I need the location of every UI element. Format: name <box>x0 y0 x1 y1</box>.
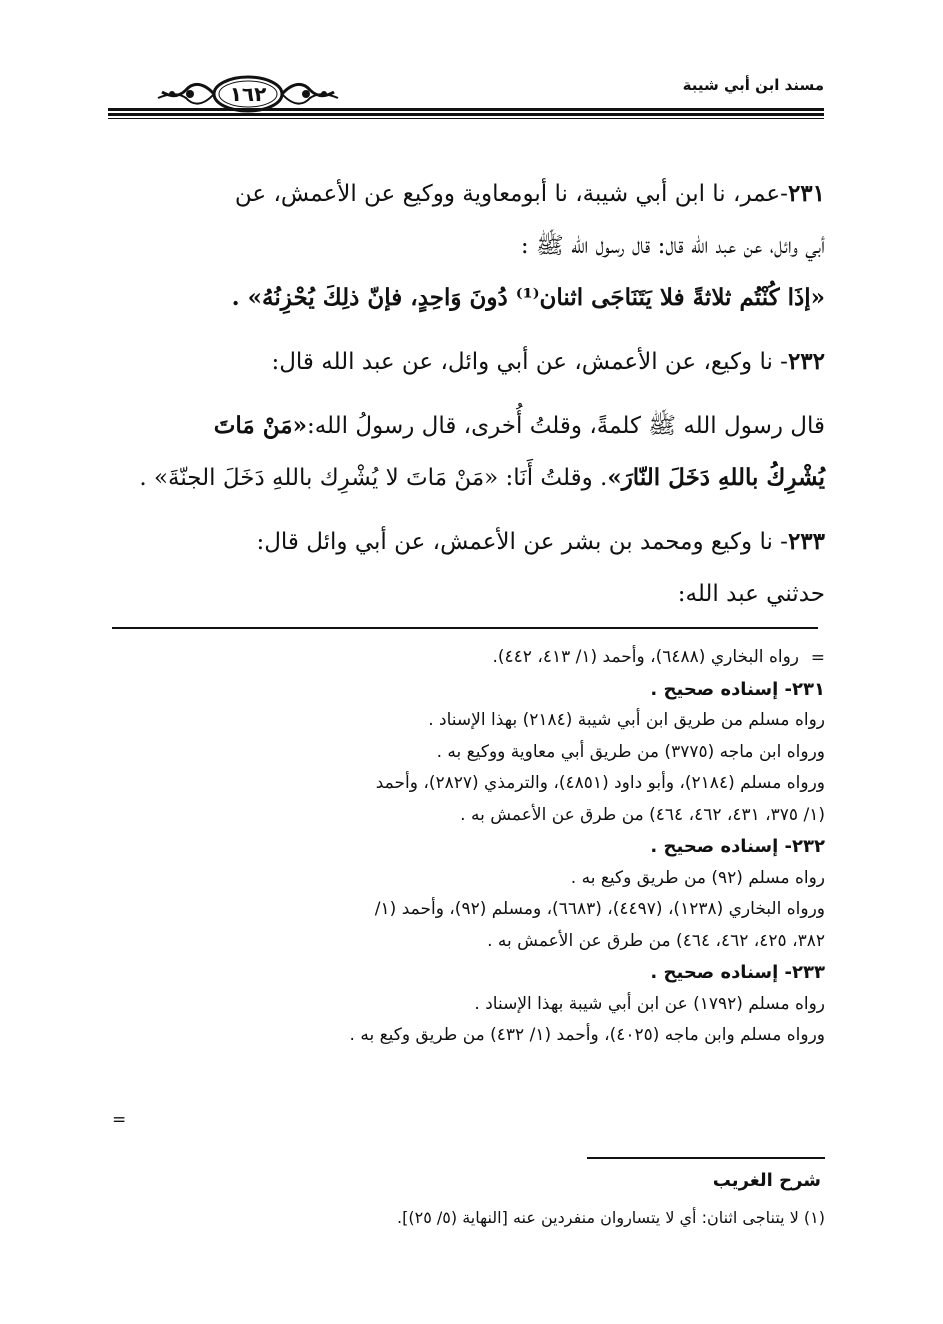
note-line: رواه مسلم من طريق ابن أبي شيبة (٢١٨٤) بهذا الإسناد . <box>428 710 825 730</box>
note-line: ٣٨٢، ٤٢٥، ٤٦٢، ٤٦٤) من طرق عن الأعمش به . <box>487 930 825 951</box>
hadith-233-line1: ٢٣٣- نا وكيع ومحمد بن بشر عن الأعمش، عن أبي وائل قال: <box>256 528 825 555</box>
gharib-title: شرح الغريب <box>712 1170 821 1191</box>
note-line: ورواه البخاري (١٢٣٨)، (٤٤٩٧)، (٦٦٨٣)، ومسلم (٩٢)، وأحمد (١/ <box>374 899 825 919</box>
continuation-mark-end: = <box>112 1110 127 1130</box>
header-rule <box>108 108 824 120</box>
hadith-231-quote: «إذَا كُنْتُم ثلاثةً فلا يَتَنَاجَى اثنان⁽¹⁾ دُونَ وَاحِدٍ، فإنّ ذلِكَ يُحْزِنُهُ» . <box>231 284 825 311</box>
running-title: مسند ابن أبي شيبة <box>682 76 824 94</box>
note-line: ورواه ابن ماجه (٣٧٧٥) من طريق أبي معاوية ووكيع به . <box>436 741 825 762</box>
footnote-continuation: رواه البخاري (٦٤٨٨)، وأحمد (١/ ٤١٣، ٤٤٢). <box>492 647 799 667</box>
note-line: رواه مسلم (٩٢) من طريق وكيع به . <box>570 867 825 888</box>
note-line: ورواه مسلم (٢١٨٤)، وأبو داود (٤٨٥١)، والترمذي (٢٨٢٧)، وأحمد <box>375 773 825 793</box>
hadith-232-line1: ٢٣٢- نا وكيع، عن الأعمش، عن أبي وائل، عن عبد الله قال: <box>271 348 825 375</box>
page-header <box>108 68 824 130</box>
hadith-233-line2: حدثني عبد الله: <box>677 581 825 607</box>
continuation-mark: = <box>810 648 825 668</box>
hadith-number: ٢٣٣ <box>787 528 825 555</box>
hadith-232-line2: قال رسول الله ﷺ كلمةً، وقلتُ أُخرى، قال رسولُ الله:«مَنْ مَاتَ <box>213 412 825 439</box>
note-233-heading: ٢٣٣- إسناده صحيح . <box>650 962 825 983</box>
note-line: (١/ ٣٧٥، ٤٣١، ٤٦٢، ٤٦٤) من طرق عن الأعمش به . <box>460 804 825 825</box>
note-line: رواه مسلم (١٧٩٢) عن ابن أبي شيبة بهذا الإسناد . <box>474 993 825 1014</box>
note-232-heading: ٢٣٢- إسناده صحيح . <box>650 836 825 857</box>
footnotes <box>113 642 825 1052</box>
footnote-separator <box>112 627 818 629</box>
main-text <box>113 168 825 620</box>
gharib-note: (١) لا يتناجى اثنان: أي لا يتساروان منفردين عنه [النهاية (٥/ ٢٥)]. <box>397 1208 825 1227</box>
note-231-heading: ٢٣١- إسناده صحيح . <box>650 678 825 700</box>
gharib-separator <box>587 1157 825 1159</box>
hadith-232-line3: يُشْرِكُ باللهِ دَخَلَ النّارَ». وقلتُ أَنَا: «مَنْ مَاتَ لا يُشْرِك باللهِ دَخَلَ الجنّةَ» . <box>139 464 825 491</box>
hadith-number: ٢٣٢ <box>787 348 825 375</box>
page-number: ١٦٢ <box>229 82 267 106</box>
hadith-231-line1: ٢٣١-عمر، نا ابن أبي شيبة، نا أبومعاوية ووكيع عن الأعمش، عن <box>234 180 825 207</box>
hadith-231-line2: أبي وائل، عن عبد الله قال: قال رسول الله ﷺ : <box>520 233 825 259</box>
hadith-number: ٢٣١ <box>787 180 825 207</box>
note-line: ورواه مسلم وابن ماجه (٤٠٢٥)، وأحمد (١/ ٤٣٢) من طريق وكيع به . <box>349 1025 825 1045</box>
